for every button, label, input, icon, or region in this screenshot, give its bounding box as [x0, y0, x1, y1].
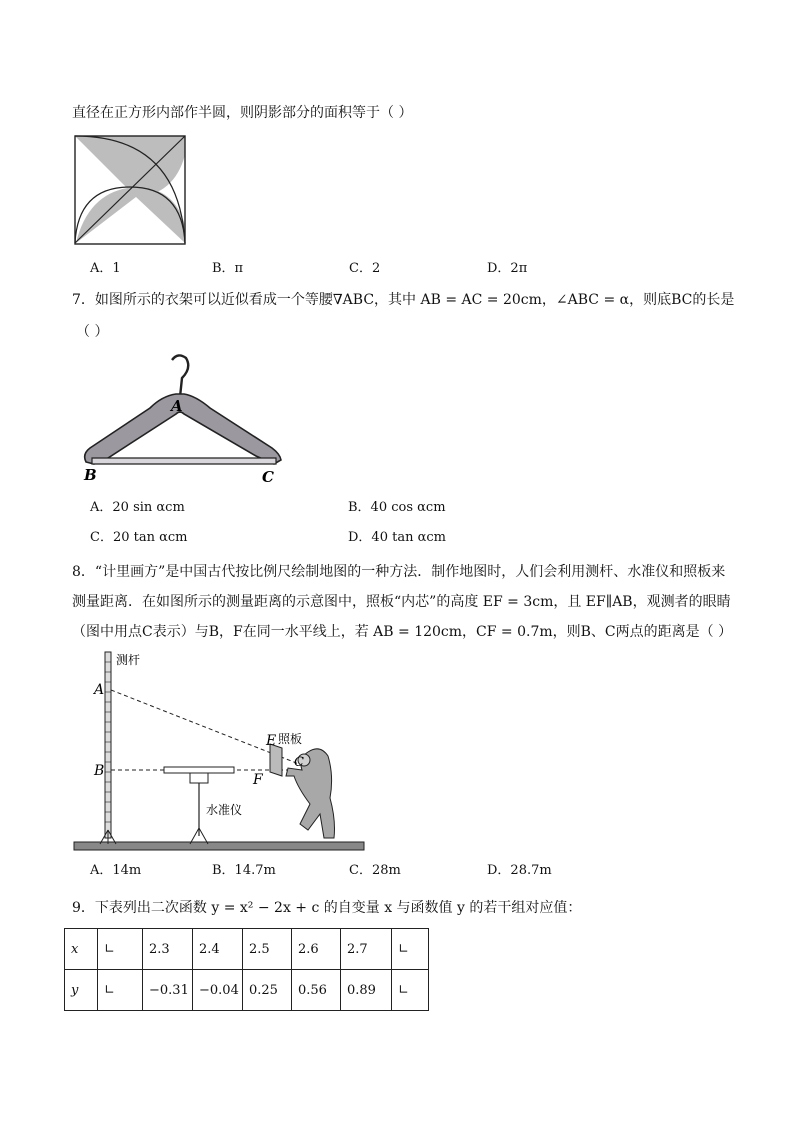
table-cell: y: [65, 970, 98, 1011]
q7-stem-line1: 7．如图所示的衣架可以近似看成一个等腰∇ABC，其中 AB = AC = 20cm，∠ABC = α，则底BC的长是: [72, 292, 735, 308]
table-cell: 2.6: [292, 929, 341, 970]
table-cell: x: [65, 929, 98, 970]
q6-option-a: A．1: [90, 261, 121, 276]
q7-label-a: A: [171, 397, 183, 415]
q8-option-a: A．14m: [90, 863, 142, 878]
table-row-x: [65, 929, 429, 970]
q8-label-f: F: [253, 772, 263, 788]
q7-hanger-figure: [80, 350, 290, 485]
q6-option-b: B．π: [212, 261, 244, 276]
q6-option-c: C．2: [349, 261, 381, 276]
q7-option-b: B．40 cos αcm: [348, 500, 446, 515]
table-cell: 0.89: [341, 970, 392, 1011]
table-cell: −0.31: [143, 970, 193, 1011]
q8-option-b: B．14.7m: [212, 863, 276, 878]
q7-label-c: C: [262, 468, 274, 485]
q8-label-a: A: [94, 682, 105, 698]
table-cell: ∟: [98, 929, 143, 970]
q8-option-d: D．28.7m: [487, 863, 552, 878]
q8-label-pole: 测杆: [116, 653, 141, 667]
table-cell: −0.04: [193, 970, 243, 1011]
table-cell: 2.4: [193, 929, 243, 970]
table-cell: 0.56: [292, 970, 341, 1011]
q6-option-d: D．2π: [487, 261, 528, 276]
q7-label-b: B: [84, 466, 97, 484]
q8-label-level: 水准仪: [206, 803, 243, 817]
q8-stem-line1: 8．“计里画方”是中国古代按比例尺绘制地图的一种方法．制作地图时，人们会利用测杆、水准仪和照板来: [72, 564, 726, 580]
q7-option-d: D．40 tan αcm: [348, 530, 446, 545]
q9-stem: 9．下表列出二次函数 y = x² − 2x + c 的自变量 x 与函数值 y 的若干组对应值：: [72, 900, 582, 916]
q7-option-c: C．20 tan αcm: [90, 530, 188, 545]
q9-value-table: [64, 928, 429, 1011]
q8-option-c: C．28m: [349, 863, 401, 878]
table-row-y: [65, 970, 429, 1011]
table-cell: 0.25: [243, 970, 292, 1011]
q8-stem-line2: 测量距离．在如图所示的测量距离的示意图中，照板“内芯”的高度 EF = 3cm，且 EF∥AB，观测者的眼睛: [72, 594, 731, 610]
q6-square-semicircle-figure: [74, 135, 188, 247]
q8-label-board: 照板: [278, 732, 303, 746]
q8-stem-line3: （图中用点C表示）与B，F在同一水平线上，若 AB = 120cm，CF = 0.7m，则B、C两点的距离是（ ）: [72, 624, 733, 640]
table-cell: 2.5: [243, 929, 292, 970]
table-cell: ∟: [392, 929, 429, 970]
q8-label-e: E: [266, 733, 277, 749]
q7-option-a: A．20 sin αcm: [90, 500, 185, 515]
table-cell: ∟: [98, 970, 143, 1011]
q6-stem-tail: 直径在正方形内部作半圆，则阴影部分的面积等于（ ）: [72, 105, 413, 121]
q8-label-b: B: [94, 763, 105, 779]
table-cell: 2.7: [341, 929, 392, 970]
q8-measurement-figure: [72, 648, 367, 856]
q8-label-c: C: [294, 755, 304, 770]
table-cell: 2.3: [143, 929, 193, 970]
table-cell: ∟: [392, 970, 429, 1011]
q7-stem-line2: （ ）: [76, 324, 109, 340]
